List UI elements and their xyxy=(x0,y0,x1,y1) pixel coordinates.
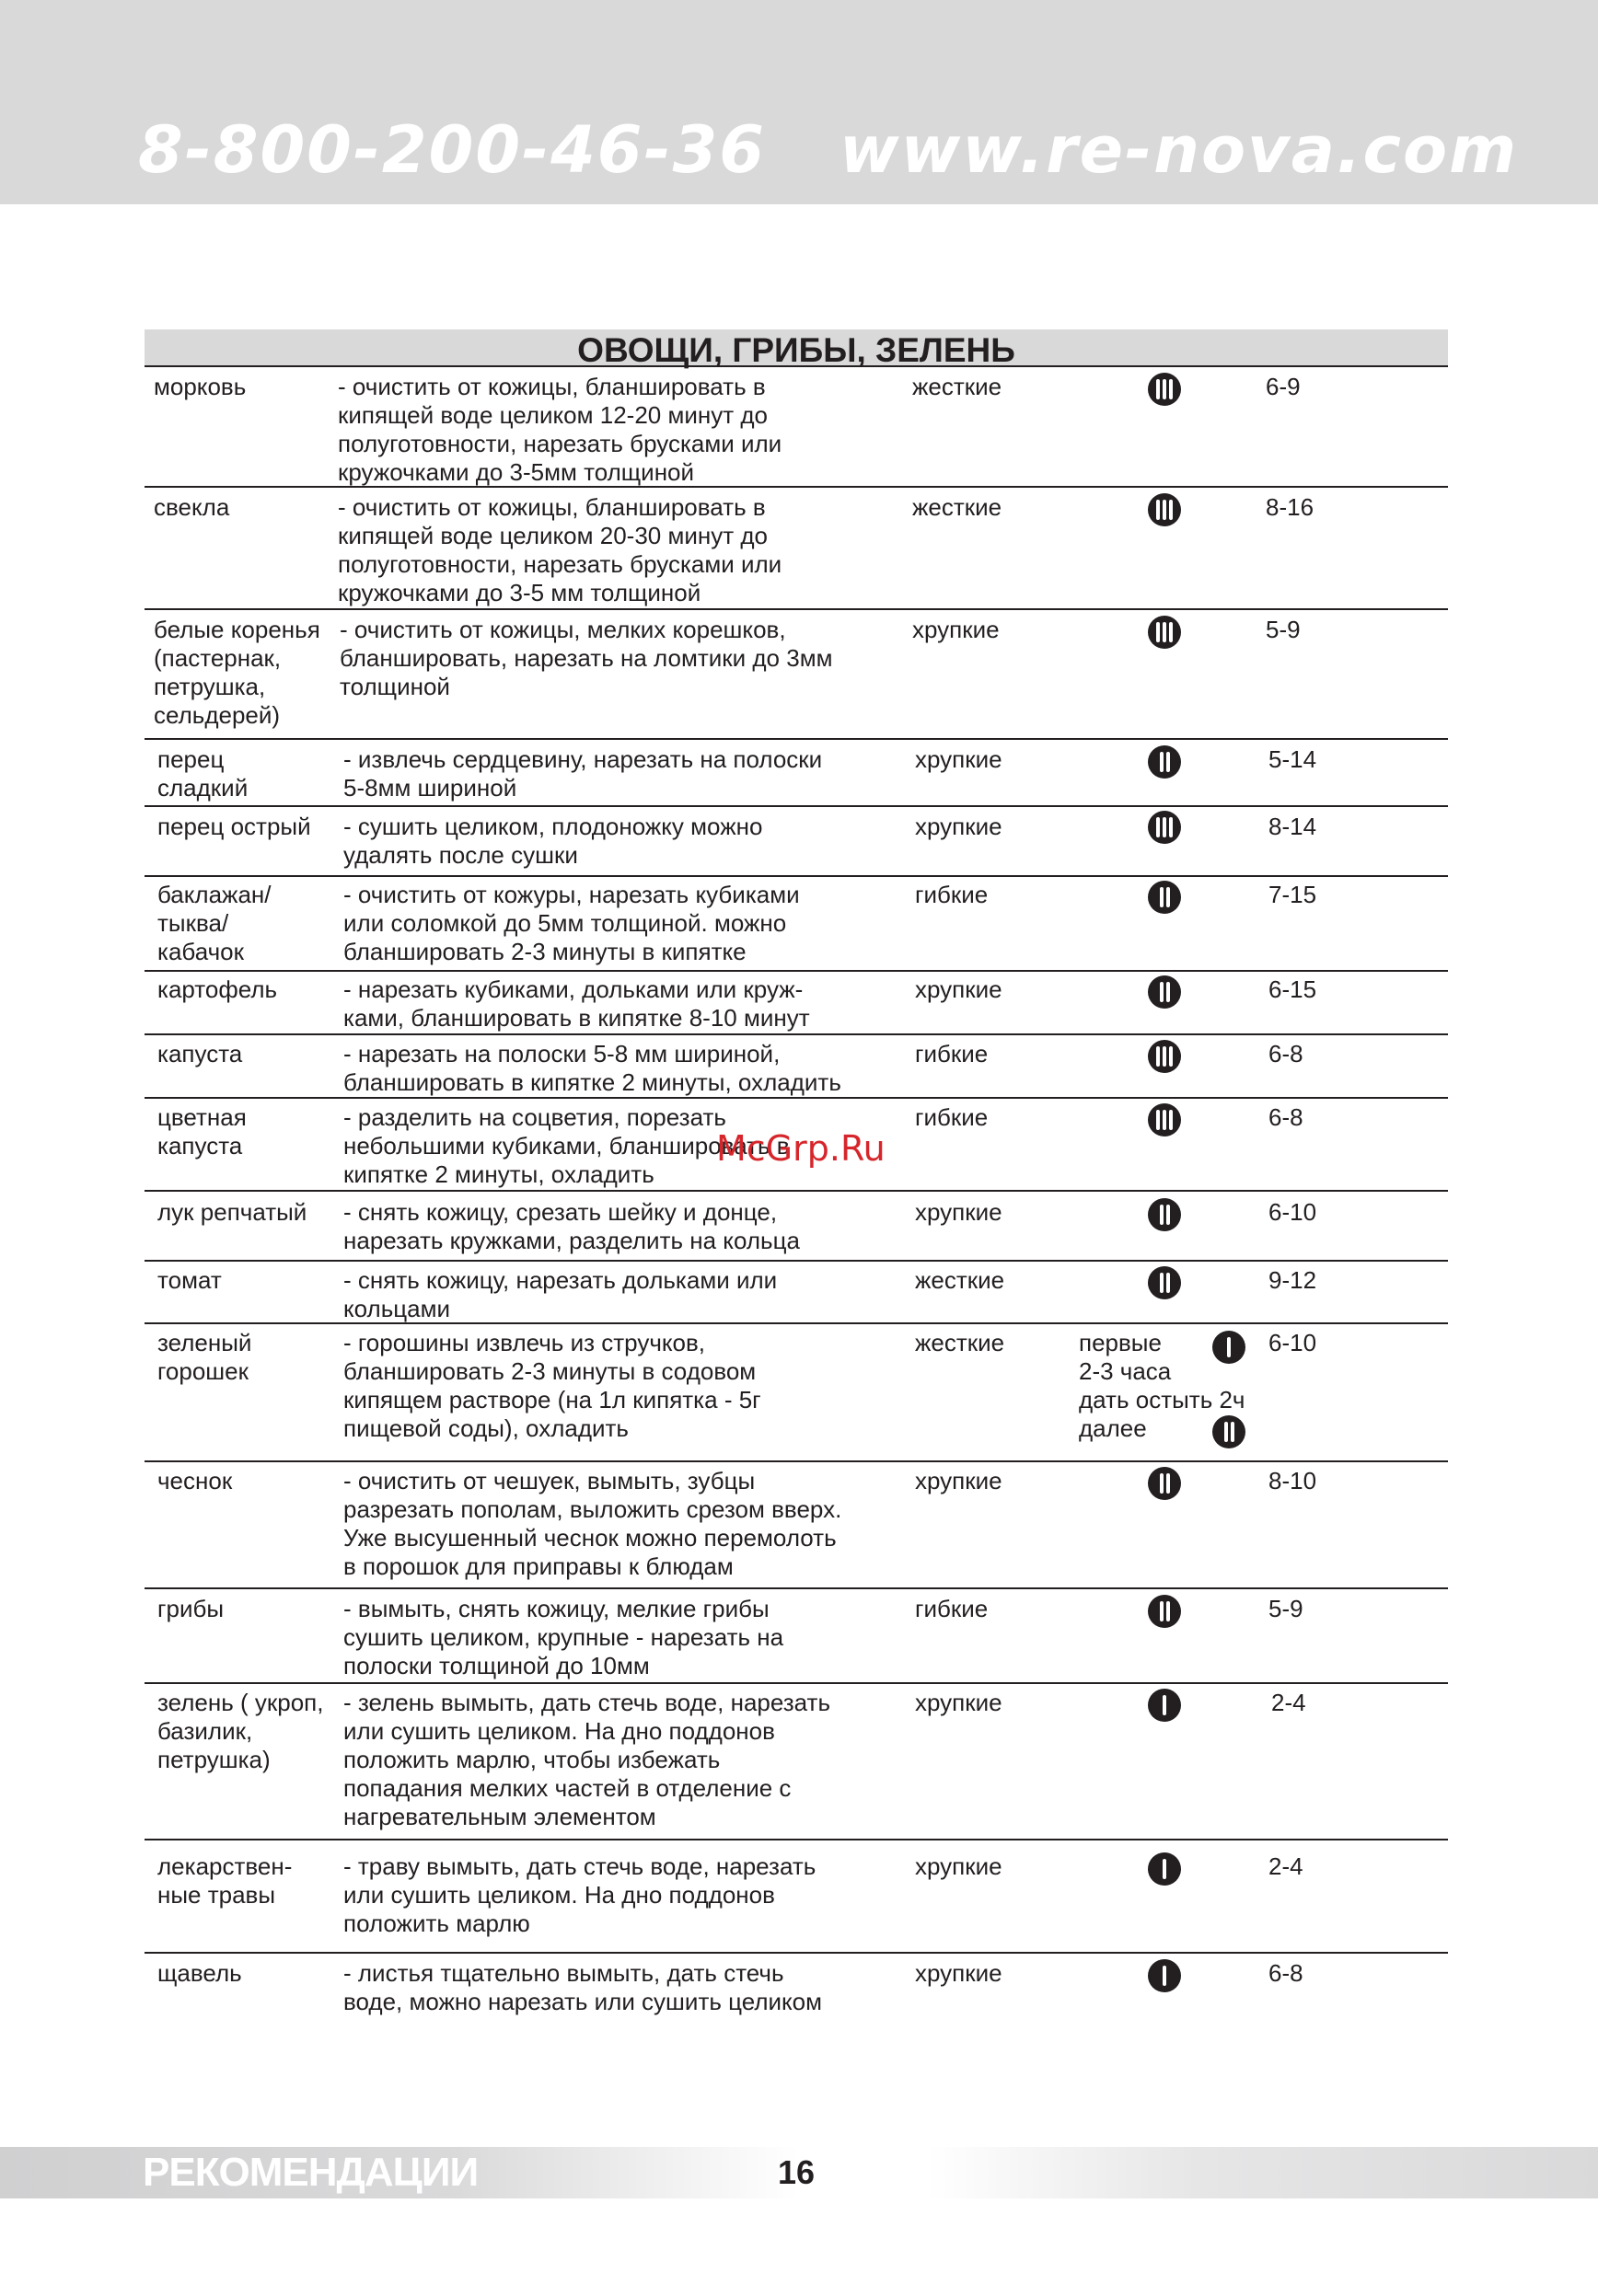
table-row xyxy=(145,1262,1448,1324)
product-name: цветная капуста xyxy=(157,1103,247,1160)
temperature-level-2-icon xyxy=(1148,881,1181,914)
drying-time: 6-10 xyxy=(1268,1329,1317,1356)
preparation: - очистить от чешуек, вымыть, зубцы разрезать пополам, выложить срезом вверх. Уже высушенный чеснок можно перемолоть в порошок для приправы к блюдам xyxy=(343,1467,842,1580)
dry-state: хрупкие xyxy=(915,1198,1002,1226)
preparation: - зелень вымыть, дать стечь воде, нарезать или сушить целиком. На дно поддонов положить марлю, чтобы избежать попадания мелких частей в отделение с нагревательным элементом xyxy=(343,1689,831,1830)
product-name: белые коренья (пастернак, петрушка, сельдерей) xyxy=(154,616,320,729)
table-row xyxy=(145,1589,1448,1684)
dry-state: жесткие xyxy=(912,493,1002,521)
footer-section-title: РЕКОМЕНДАЦИИ xyxy=(143,2150,479,2195)
product-name: зелень ( укроп, базилик, петрушка) xyxy=(157,1689,324,1773)
drying-time: 5-14 xyxy=(1268,745,1317,773)
drying-time: 8-10 xyxy=(1268,1467,1317,1494)
drying-time: 6-15 xyxy=(1268,975,1317,1003)
drying-time: 6-9 xyxy=(1266,373,1301,400)
dry-state: хрупкие xyxy=(912,616,1000,643)
preparation: - очистить от кожицы, бланшировать в кипящей воде целиком 20-30 минут до полуготовности, нарезать брусками или кружочками до 3-5 мм толщиной xyxy=(338,493,782,606)
product-name: капуста xyxy=(157,1040,243,1067)
temperature-level-3-icon xyxy=(1148,1103,1181,1136)
product-name: картофель xyxy=(157,975,278,1003)
dry-state: жесткие xyxy=(912,373,1002,400)
table-row xyxy=(145,1035,1448,1099)
table-row xyxy=(145,807,1448,877)
table-row xyxy=(145,1192,1448,1262)
product-name: щавель xyxy=(157,1959,242,1987)
product-name: перец острый xyxy=(157,813,311,840)
preparation: - очистить от кожуры, нарезать кубиками или соломкой до 5мм толщиной. можно бланшировать 2-3 минуты в кипятке xyxy=(343,881,800,965)
dry-state: хрупкие xyxy=(915,1467,1002,1494)
preparation: - разделить на соцветия, порезать небольшими кубиками, бланшировать в кипятке 2 минуты, охладить xyxy=(343,1103,790,1188)
drying-time: 9-12 xyxy=(1268,1266,1317,1294)
table-row xyxy=(145,610,1448,740)
table-row xyxy=(145,488,1448,610)
table-row xyxy=(145,740,1448,807)
product-name: зеленый горошек xyxy=(157,1329,252,1385)
table-row xyxy=(145,367,1448,488)
dry-state: жесткие xyxy=(915,1329,1005,1356)
preparation: - извлечь сердцевину, нарезать на полоски 5-8мм шириной xyxy=(343,745,823,802)
temperature-level-2-icon xyxy=(1148,745,1181,779)
temperature-level-2-icon xyxy=(1148,1595,1181,1628)
header-url: www.re-nova.com xyxy=(840,112,1519,188)
drying-time: 6-8 xyxy=(1268,1040,1303,1067)
product-name: томат xyxy=(157,1266,222,1294)
preparation: - траву вымыть, дать стечь воде, нарезать или сушить целиком. На дно поддонов положить марлю xyxy=(343,1852,816,1937)
temperature-level-2-icon xyxy=(1148,1467,1181,1500)
drying-time: 7-15 xyxy=(1268,881,1317,908)
drying-time: 2-4 xyxy=(1271,1689,1306,1716)
page-number: 16 xyxy=(778,2153,816,2191)
table-row xyxy=(145,1840,1448,1954)
drying-time: 6-8 xyxy=(1268,1959,1303,1987)
product-name: чеснок xyxy=(157,1467,233,1494)
temperature-level-3-icon xyxy=(1148,373,1181,406)
watermark: McGrp.Ru xyxy=(716,1128,886,1169)
temperature-level-2-icon xyxy=(1148,975,1181,1009)
temperature-level-1-icon xyxy=(1148,1959,1181,1992)
product-name: лекарствен- ные травы xyxy=(157,1852,293,1909)
table-row xyxy=(145,877,1448,972)
preparation: - сушить целиком, плодоножку можно удалять после сушки xyxy=(343,813,763,869)
temperature-level-2-icon xyxy=(1148,1266,1181,1299)
preparation: - вымыть, снять кожицу, мелкие грибы сушить целиком, крупные - нарезать на полоски толщиной до 10мм xyxy=(343,1595,784,1679)
table-row xyxy=(145,1684,1448,1840)
product-name: перец сладкий xyxy=(157,745,249,802)
header-phone: 8-800-200-46-36 xyxy=(138,112,766,188)
preparation: - очистить от кожицы, бланшировать в кипящей воде целиком 12-20 минут до полуготовности, нарезать брусками или кружочками до 3-5мм толщиной xyxy=(338,373,782,486)
drying-time: 8-16 xyxy=(1266,493,1314,521)
temperature-level-2-icon xyxy=(1148,1198,1181,1231)
dry-state: хрупкие xyxy=(915,813,1002,840)
temperature-level-1-icon xyxy=(1148,1689,1181,1722)
preparation: - листья тщательно вымыть, дать стечь воде, можно нарезать или сушить целиком xyxy=(343,1959,823,2015)
dry-state: гибкие xyxy=(915,881,989,908)
product-name: свекла xyxy=(154,493,230,521)
temperature-level-3-icon xyxy=(1148,811,1181,844)
table-title: ОВОЩИ, ГРИБЫ, ЗЕЛЕНЬ xyxy=(577,331,1015,369)
table-row xyxy=(145,1954,1448,2023)
preparation: - снять кожицу, нарезать дольками или кольцами xyxy=(343,1266,778,1322)
temperature-level-2-icon xyxy=(1212,1415,1245,1448)
drying-time: 6-8 xyxy=(1268,1103,1303,1131)
dry-state: хрупкие xyxy=(915,745,1002,773)
temperature-note: первые 2-3 часа дать остыть 2ч далее xyxy=(1079,1329,1245,1442)
drying-time: 5-9 xyxy=(1266,616,1301,643)
dry-state: гибкие xyxy=(915,1103,989,1131)
temperature-level-3-icon xyxy=(1148,493,1181,526)
preparation: - нарезать кубиками, дольками или круж- ками, бланшировать в кипятке 8-10 минут xyxy=(343,975,810,1032)
preparation: - горошины извлечь из стручков, бланшировать 2-3 минуты в содовом кипящем растворе (на 1л кипятка - 5г пищевой соды), охладить xyxy=(343,1329,761,1442)
dry-state: гибкие xyxy=(915,1595,989,1622)
temperature-level-1-icon xyxy=(1212,1331,1245,1364)
table-row xyxy=(145,1324,1448,1462)
preparation: - снять кожицу, срезать шейку и донце, нарезать кружками, разделить на кольца xyxy=(343,1198,800,1254)
product-name: грибы xyxy=(157,1595,225,1622)
dry-state: хрупкие xyxy=(915,1689,1002,1716)
dry-state: жесткие xyxy=(915,1266,1005,1294)
temperature-level-3-icon xyxy=(1148,616,1181,649)
temperature-level-3-icon xyxy=(1148,1040,1181,1073)
preparation: - очистить от кожицы, мелких корешков, бланшировать, нарезать на ломтики до 3мм толщиной xyxy=(340,616,833,700)
drying-time: 2-4 xyxy=(1268,1852,1303,1880)
drying-time: 6-10 xyxy=(1268,1198,1317,1226)
drying-time: 5-9 xyxy=(1268,1595,1303,1622)
table-row xyxy=(145,1462,1448,1589)
temperature-level-1-icon xyxy=(1148,1852,1181,1886)
dry-state: хрупкие xyxy=(915,975,1002,1003)
dry-state: хрупкие xyxy=(915,1959,1002,1987)
product-name: морковь xyxy=(154,373,247,400)
preparation: - нарезать на полоски 5-8 мм шириной, бланшировать в кипятке 2 минуты, охладить xyxy=(343,1040,841,1096)
product-name: лук репчатый xyxy=(157,1198,307,1226)
product-name: баклажан/ тыква/ кабачок xyxy=(157,881,272,965)
dry-state: хрупкие xyxy=(915,1852,1002,1880)
table-row xyxy=(145,972,1448,1035)
drying-time: 8-14 xyxy=(1268,813,1317,840)
dry-state: гибкие xyxy=(915,1040,989,1067)
